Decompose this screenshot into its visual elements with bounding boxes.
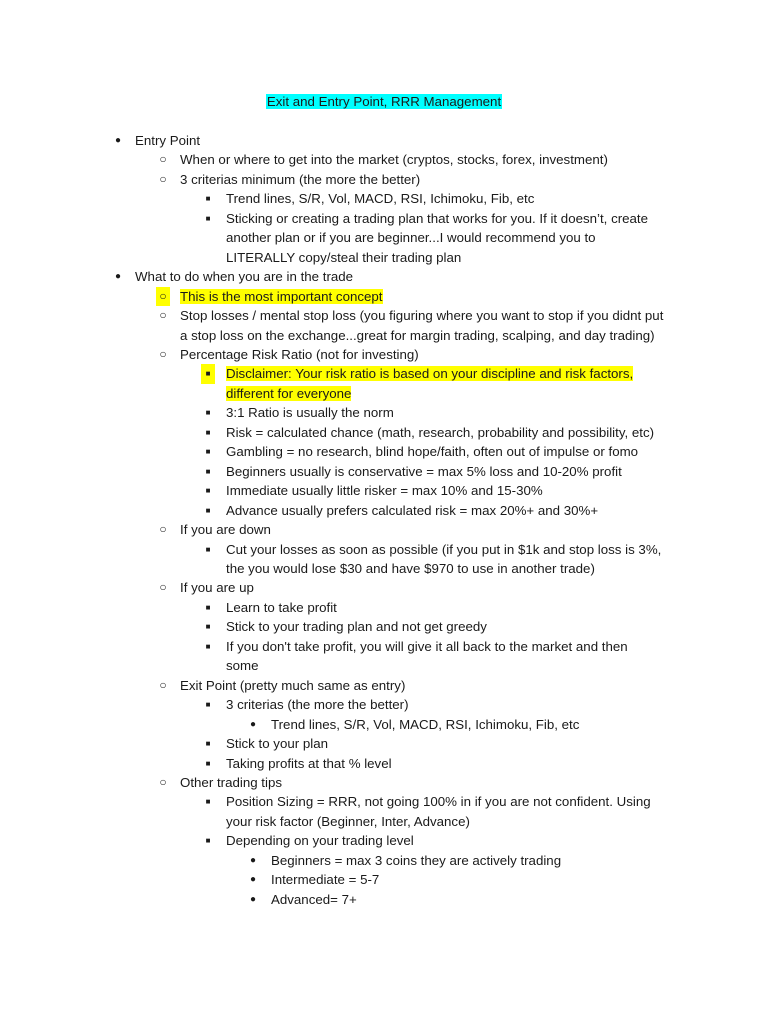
bullet-icon: ● xyxy=(249,893,257,905)
list-item xyxy=(0,540,768,579)
list-item-text-run: When or where to get into the market (cryptos, stocks, forex, investment) xyxy=(180,152,608,168)
list-item-text xyxy=(271,890,671,909)
list-item xyxy=(0,481,768,500)
list-item xyxy=(0,423,768,442)
list-item-text-run: Trend lines, S/R, Vol, MACD, RSI, Ichimoku, Fib, etc xyxy=(226,191,535,207)
list-item xyxy=(0,442,768,461)
bullet-icon: ● xyxy=(249,718,257,730)
list-item-text-run: Disclaimer: Your risk ratio is based on your discipline and risk factors, different for everyone xyxy=(226,366,634,401)
bullet-icon: ■ xyxy=(205,447,211,457)
bullet-icon: ■ xyxy=(205,544,211,554)
list-item xyxy=(0,695,768,714)
list-item xyxy=(0,403,768,422)
list-item-text xyxy=(226,598,662,617)
list-item-text-run: Gambling = no research, blind hope/faith, often out of impulse or fomo xyxy=(226,444,639,460)
bullet-icon: ○ xyxy=(159,152,167,167)
list-item-text-run: Beginners usually is conservative = max 5% loss and 10-20% profit xyxy=(226,463,622,479)
bullet-icon: ○ xyxy=(159,677,167,692)
list-item-text xyxy=(180,287,670,306)
bullet-icon: ■ xyxy=(205,758,211,768)
list-item xyxy=(0,462,768,481)
bullet-icon: ■ xyxy=(205,213,211,223)
bullet-icon: ○ xyxy=(159,774,167,789)
list-item-text xyxy=(271,715,671,734)
list-item xyxy=(0,754,768,773)
list-item-text-run: Position Sizing = RRR, not going 100% in if you are not confident. Using your risk factor (Beginner, Inter, Advance) xyxy=(226,794,651,829)
list-item-text xyxy=(226,364,662,403)
list-item-text xyxy=(226,189,662,208)
list-item-text-run: If you don't take profit, you will give it all back to the market and then some xyxy=(226,638,628,674)
bullet-icon: ■ xyxy=(205,641,211,651)
bullet-icon: ○ xyxy=(159,346,167,361)
list-item xyxy=(0,637,768,676)
list-item-text xyxy=(135,267,675,286)
list-item-text-run: Taking profits at that % level xyxy=(226,755,392,771)
list-item-text xyxy=(226,423,662,442)
list-item-text-run: Stop losses / mental stop loss (you figuring where you want to stop if you didnt put a stop loss on the exchange...great for margin trading, scalping, and day trading) xyxy=(180,308,664,343)
list-item xyxy=(0,345,768,364)
bullet-icon: ■ xyxy=(205,194,211,204)
list-item-text-run: What to do when you are in the trade xyxy=(135,269,354,285)
list-item xyxy=(0,287,768,306)
list-item-text xyxy=(226,831,662,850)
bullet-outline xyxy=(0,131,768,909)
list-item-text-run: Stick to your trading plan and not get greedy xyxy=(226,619,487,635)
list-item-text-run: Entry Point xyxy=(135,133,201,148)
bullet-icon: ○ xyxy=(159,522,167,537)
list-item xyxy=(0,870,768,889)
list-item xyxy=(0,364,768,403)
list-item-text-run: Risk = calculated chance (math, research, probability and possibility, etc) xyxy=(226,424,655,440)
bullet-icon: ■ xyxy=(205,739,211,749)
document-title xyxy=(0,93,768,111)
list-item xyxy=(0,617,768,636)
list-item-text-run: If you are up xyxy=(180,580,254,596)
bullet-icon: ■ xyxy=(201,364,215,383)
document-title-text: Exit and Entry Point, RRR Management xyxy=(266,94,502,109)
bullet-icon: ● xyxy=(114,135,122,146)
list-item-text xyxy=(180,578,670,597)
list-item xyxy=(0,890,768,909)
list-item-text-run: Exit Point (pretty much same as entry) xyxy=(180,677,406,693)
list-item xyxy=(0,578,768,597)
bullet-icon: ■ xyxy=(205,427,211,437)
list-item-text-run: Other trading tips xyxy=(180,774,282,790)
list-item-text-run: If you are down xyxy=(180,522,271,538)
list-item xyxy=(0,170,768,189)
list-item xyxy=(0,501,768,520)
bullet-icon: ● xyxy=(114,271,122,283)
bullet-icon: ■ xyxy=(205,700,211,710)
bullet-icon: ■ xyxy=(205,408,211,418)
list-item-text-run: Cut your losses as soon as possible (if you put in $1k and stop loss is 3%, the you would lose $30 and have $970 to use in another trade) xyxy=(226,541,662,576)
bullet-icon: ● xyxy=(249,874,257,886)
list-item-text-run: This is the most important concept xyxy=(180,288,383,304)
list-item-text xyxy=(226,617,662,636)
list-item xyxy=(0,792,768,831)
list-item-text xyxy=(226,462,662,481)
bullet-icon: ● xyxy=(249,854,257,866)
bullet-icon: ○ xyxy=(159,580,167,595)
bullet-icon: ○ xyxy=(159,308,167,323)
list-item-text-run: Advanced= 7+ xyxy=(271,891,357,907)
bullet-icon: ○ xyxy=(159,171,167,186)
list-item-text xyxy=(180,345,670,364)
list-item xyxy=(0,131,768,150)
list-item-text-run: Advance usually prefers calculated risk = max 20%+ and 30%+ xyxy=(226,502,599,518)
bullet-icon: ■ xyxy=(205,602,211,612)
list-item-text-run: Beginners = max 3 coins they are actively trading xyxy=(271,852,562,868)
list-item-text-run: Percentage Risk Ratio (not for investing) xyxy=(180,346,419,362)
list-item xyxy=(0,209,768,267)
list-item xyxy=(0,773,768,792)
list-item xyxy=(0,267,768,286)
bullet-icon: ■ xyxy=(205,466,211,476)
list-item xyxy=(0,598,768,617)
bullet-icon: ■ xyxy=(205,486,211,496)
list-item-text xyxy=(226,403,662,422)
list-item-text-run: Intermediate = 5-7 xyxy=(271,872,380,888)
list-item-text-run: Trend lines, S/R, Vol, MACD, RSI, Ichimoku, Fib, etc xyxy=(271,716,580,732)
list-item-text-run: 3:1 Ratio is usually the norm xyxy=(226,405,394,421)
bullet-icon: ○ xyxy=(156,287,170,306)
list-item-text-run: Immediate usually little risker = max 10% and 15-30% xyxy=(226,483,543,499)
list-item xyxy=(0,851,768,870)
bullet-icon: ■ xyxy=(205,505,211,515)
list-item-text xyxy=(226,540,662,579)
list-item xyxy=(0,715,768,734)
list-item-text-run: 3 criterias minimum (the more the better) xyxy=(180,171,421,187)
list-item-text xyxy=(226,734,662,753)
list-item xyxy=(0,189,768,208)
list-item-text xyxy=(226,637,662,676)
list-item xyxy=(0,676,768,695)
list-item-text xyxy=(226,442,662,461)
list-item-text xyxy=(226,501,662,520)
list-item-text xyxy=(180,520,670,539)
list-item-text xyxy=(226,695,662,714)
list-item xyxy=(0,150,768,169)
list-item xyxy=(0,831,768,850)
list-item-text-run: 3 criterias (the more the better) xyxy=(226,697,409,713)
list-item-text xyxy=(180,306,670,345)
list-item-text-run: Learn to take profit xyxy=(226,599,337,615)
list-item xyxy=(0,306,768,345)
list-item xyxy=(0,520,768,539)
list-item-text-run: Depending on your trading level xyxy=(226,833,414,849)
list-item xyxy=(0,734,768,753)
list-item-text xyxy=(180,676,670,695)
list-item-text xyxy=(271,870,671,889)
list-item-text-run: Stick to your plan xyxy=(226,736,328,752)
list-item-text xyxy=(180,150,670,169)
list-item-text-run: Sticking or creating a trading plan that works for you. If it doesn’t, create another plan or if you are beginner...I would recommend you to LITERALLY copy/steal their trading plan xyxy=(226,210,649,265)
bullet-icon: ■ xyxy=(205,797,211,807)
bullet-icon: ■ xyxy=(205,836,211,846)
list-item-text xyxy=(226,792,662,831)
list-item-text xyxy=(226,754,662,773)
list-item-text xyxy=(180,773,670,792)
list-item-text xyxy=(226,209,662,267)
list-item-text xyxy=(135,131,675,150)
list-item-text xyxy=(226,481,662,500)
bullet-icon: ■ xyxy=(205,622,211,632)
list-item-text xyxy=(180,170,670,189)
list-item-text xyxy=(271,851,671,870)
